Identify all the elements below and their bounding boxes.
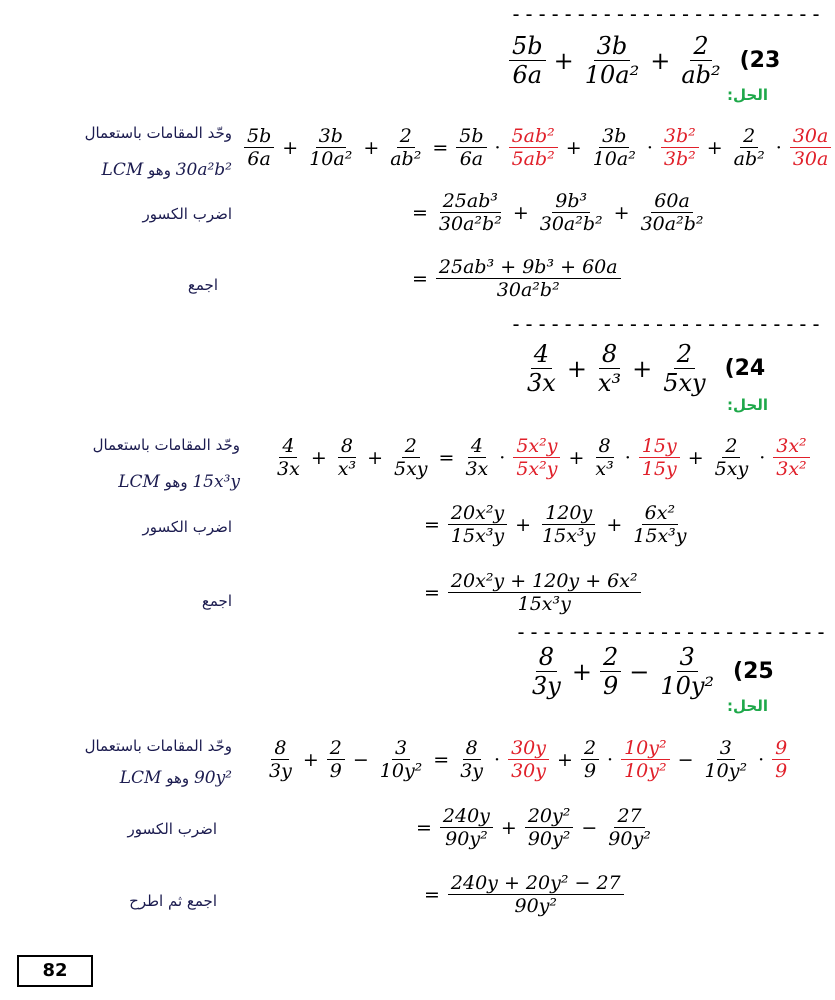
- solution-label: الحل:: [727, 86, 768, 104]
- lcm-word: وهو: [148, 161, 171, 179]
- lcm-label: LCM: [119, 768, 162, 788]
- separator: ------------------------: [515, 620, 828, 644]
- lcm-label: LCM: [118, 472, 160, 492]
- separator: ------------------------: [510, 312, 823, 336]
- step-multiply-label: اضرب الكسور: [127, 820, 217, 838]
- problem-24-question: $\frac{4}{3x}$ + $\frac{8}{\text{x³}}$ + $\frac{2}{5xy}$ (24: [527, 340, 766, 397]
- problem-24-step3: = $\frac{\text{20x²y + 120y + 6x²}}{\text{15x³y}}$: [420, 570, 645, 615]
- lcm-value: 15x³y: [192, 472, 240, 492]
- lcm-word: وهو: [166, 769, 190, 787]
- step-multiply-label: اضرب الكسور: [142, 518, 232, 536]
- problem-24-step1: $\frac{4}{3x}$ + $\frac{8}{\text{x³}}$ + $\frac{2}{5xy}$ = $\frac{4}{3x}$ · $\frac{\text{5x²y}}{\text{5x²y}}$ + $\frac{8}{\text{x³}}$ · $\frac{15y}{15y}$ + $\frac{2}{5xy}$ · $\frac{\text{3x²}}{\text{3x²}}$: [270, 435, 814, 480]
- problem-number: (23: [739, 48, 781, 73]
- lcm-note: [62, 472, 240, 492]
- problem-23-step3: = $\frac{\text{25ab³ + 9b³ + 60a}}{\text{30a²b²}}$: [408, 256, 625, 301]
- solution-label: الحل:: [727, 697, 768, 715]
- problem-25-step1: $\frac{8}{3y}$ + $\frac{2}{9}$ − $\frac{3}{\text{10y²}}$ = $\frac{8}{3y}$ · $\frac{30y}{30y}$ + $\frac{2}{9}$ · $\frac{\text{10y²}}{\text{10y²}}$ − $\frac{3}{\text{10y²}}$ · $\frac{9}{9}$: [262, 737, 794, 782]
- lcm-word: وهو: [164, 473, 188, 491]
- step-unify-label: وحّد المقامات باستعمال: [84, 737, 232, 755]
- lcm-note: [62, 768, 232, 788]
- lcm-value: 30a²b²: [175, 160, 232, 180]
- problem-25-step2: = $\frac{240y}{\text{90y²}}$ + $\frac{\text{20y²}}{\text{90y²}}$ − $\frac{27}{\text{90y²}}$: [416, 805, 651, 850]
- step-add-subtract-label: اجمع ثم اطرح: [129, 892, 217, 910]
- step-multiply-label: اضرب الكسور: [142, 205, 232, 223]
- problem-25-step3: = $\frac{\text{240y + 20y² − 27}}{\text{90y²}}$: [420, 872, 628, 917]
- lcm-label: LCM: [101, 160, 144, 180]
- lcm-note: [62, 160, 232, 180]
- problem-25-question: $\frac{8}{3y}$ + $\frac{2}{9}$ − $\frac{3}{\text{10y²}}$ (25: [532, 643, 774, 700]
- lcm-value: 90y²: [193, 768, 232, 788]
- problem-23-step1: $\frac{5b}{6a}$ + $\frac{3b}{\text{10a²}}$ + $\frac{2}{\text{ab²}}$ = $\frac{5b}{6a}$ · $\frac{\text{5ab²}}{\text{5ab²}}$ + $\frac{3b}{\text{10a²}}$ · $\frac{\text{3b²}}{\text{3b²}}$ + $\frac{2}{\text{ab²}}$ · $\frac{30a}{30a}$: [240, 125, 835, 170]
- step-unify-label: وحّد المقامات باستعمال: [92, 436, 240, 454]
- step-add-label: اجمع: [187, 276, 218, 294]
- separator: ------------------------: [510, 2, 823, 26]
- problem-number: (25: [733, 659, 774, 684]
- solution-label: الحل:: [727, 396, 768, 414]
- page-number: 82: [17, 955, 93, 987]
- problem-23-step2: = $\frac{\text{25ab³}}{\text{30a²b²}}$ + $\frac{\text{9b³}}{\text{30a²b²}}$ + $\frac{60a}{\text{30a²b²}}$: [412, 190, 704, 235]
- problem-23-question: $\frac{5b}{6a}$ + $\frac{3b}{\text{10a²}}$ + $\frac{2}{\text{ab²}}$ (23: [505, 32, 780, 89]
- step-unify-label: وحّد المقامات باستعمال: [84, 124, 232, 142]
- problem-number: (24: [724, 356, 766, 381]
- problem-24-step2: = $\frac{\text{20x²y}}{\text{15x³y}}$ + $\frac{120y}{\text{15x³y}}$ + $\frac{\text{6x²}}{\text{15x³y}}$: [424, 502, 687, 547]
- step-add-label: اجمع: [201, 592, 232, 610]
